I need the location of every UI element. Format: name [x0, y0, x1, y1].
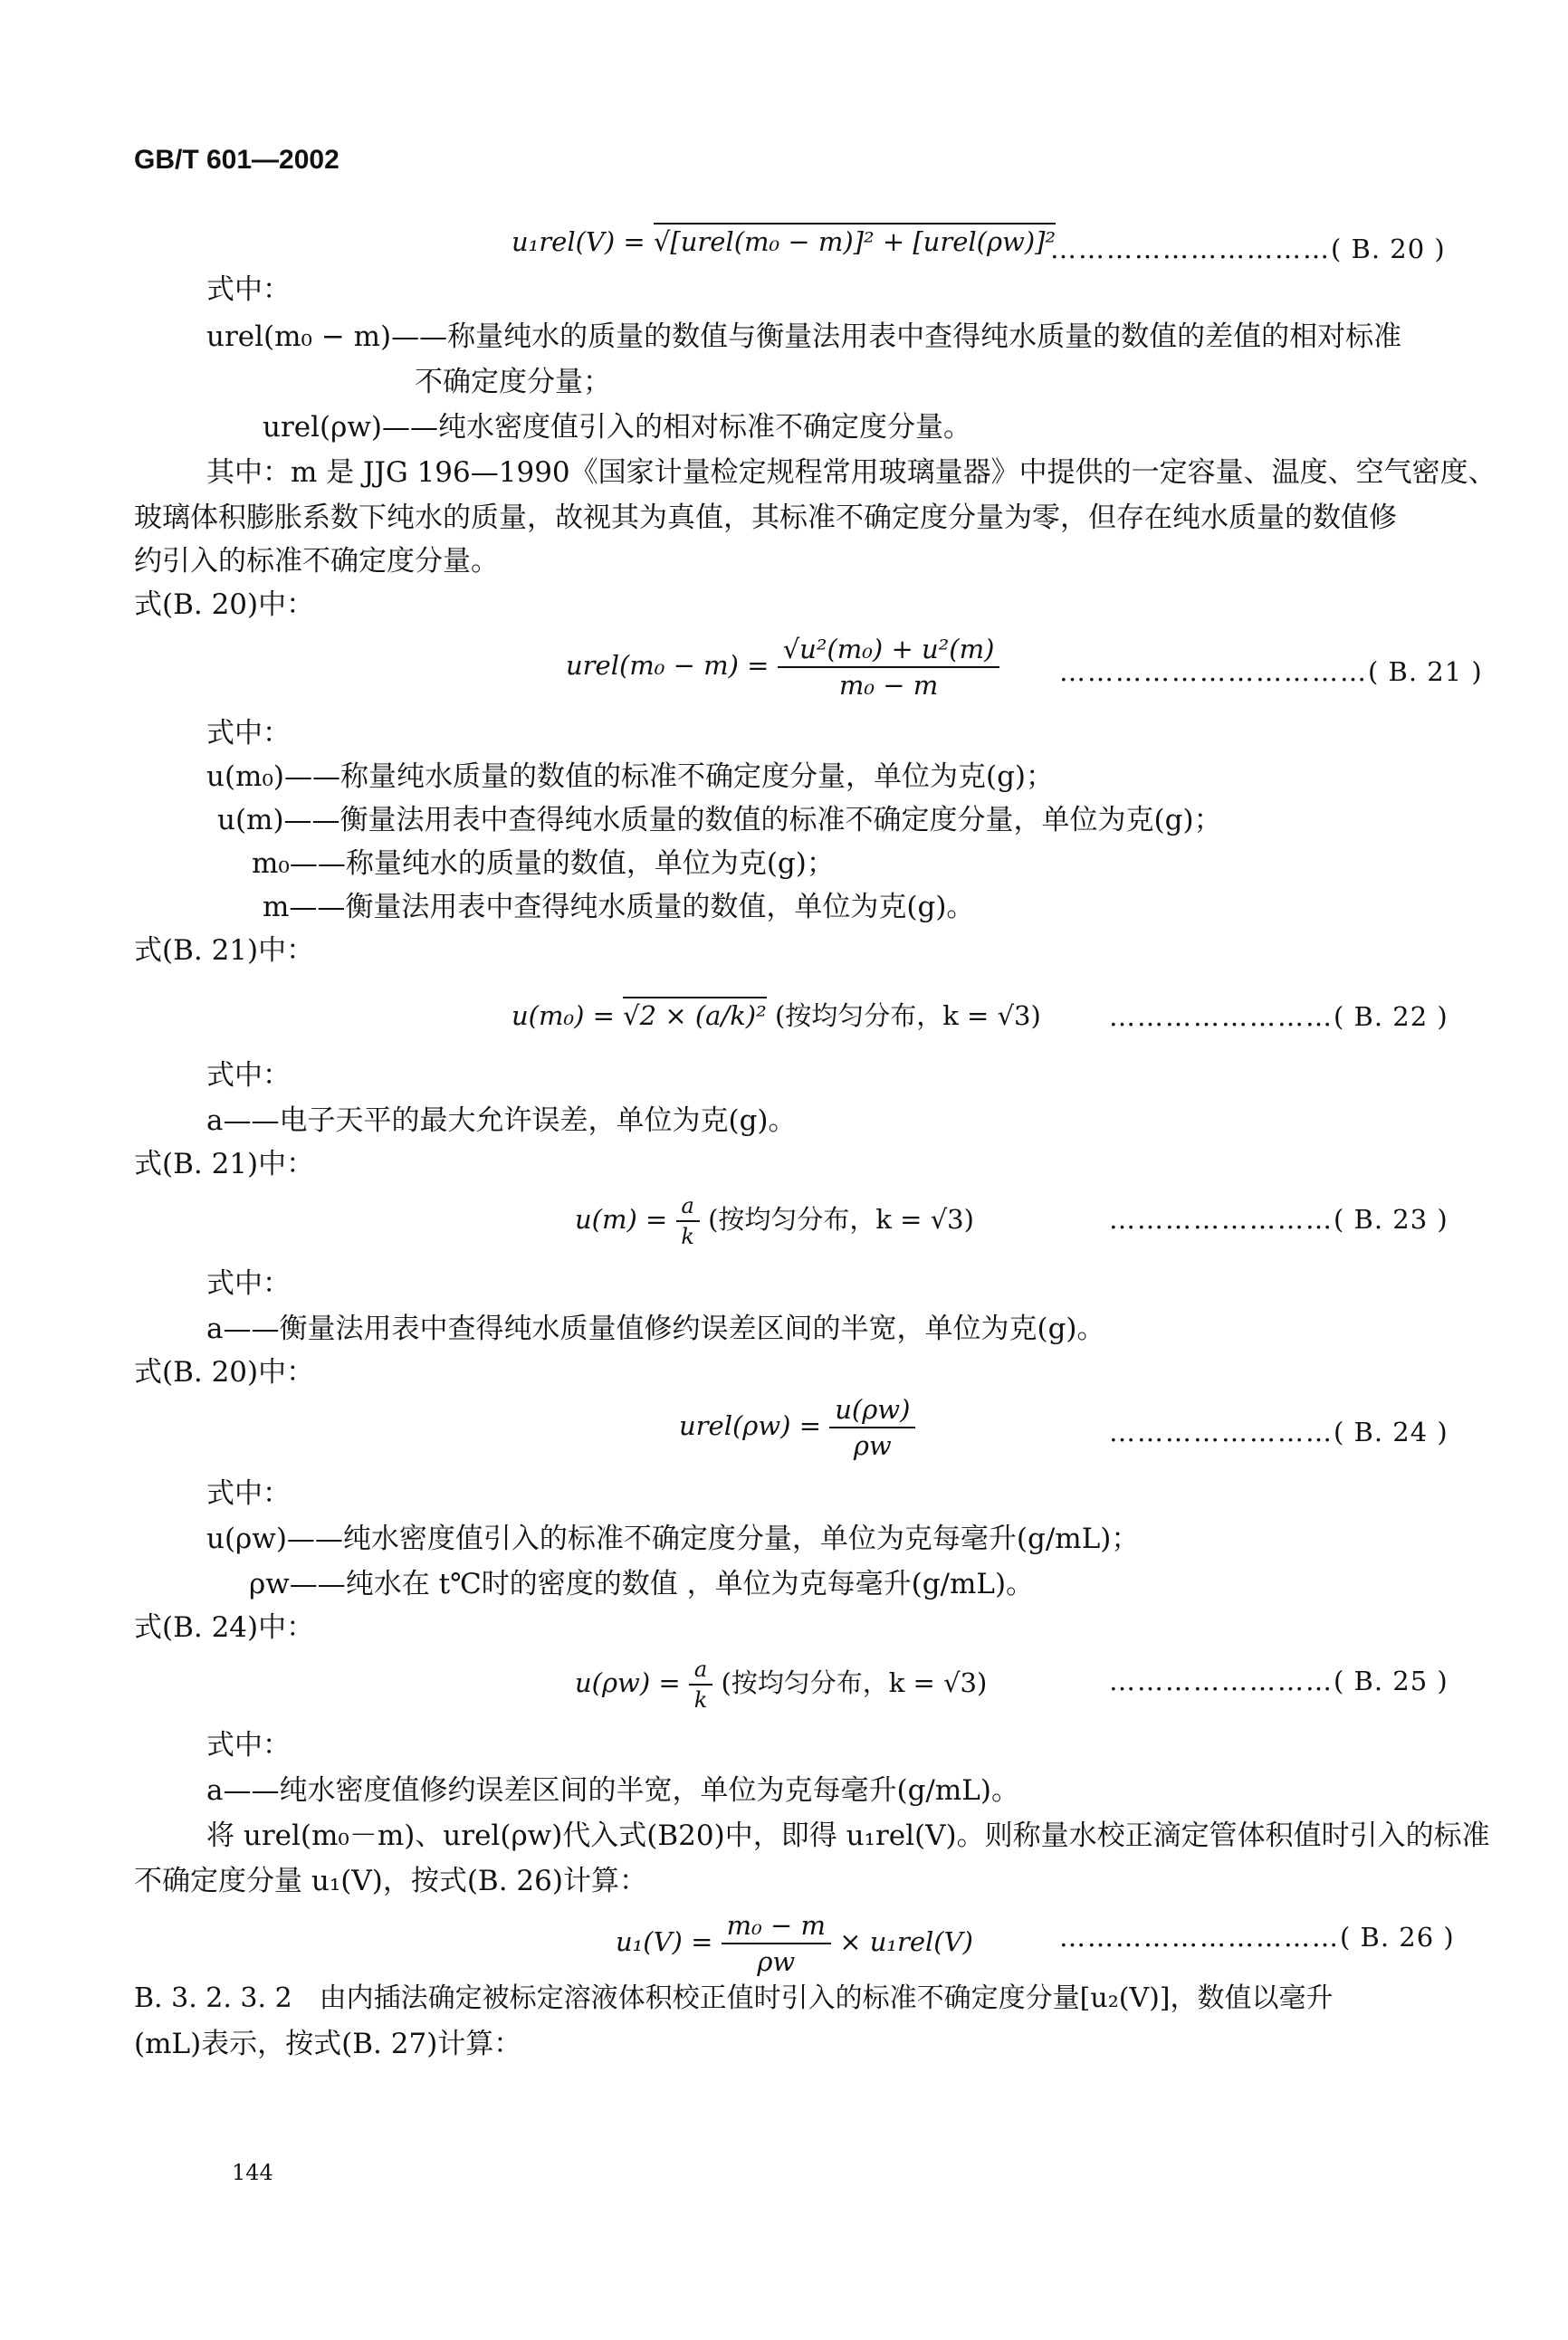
text-line: 式中：: [206, 1267, 291, 1300]
equation-b23: [575, 1193, 974, 1249]
equation-b22: [512, 996, 1041, 1033]
text-line: 将 urel(m₀－m)、urel(ρw)代入式(B20)中，即得 u₁rel(V)。则称量水校正滴定管体积值时引入的标准: [206, 1819, 1490, 1852]
text-line: a——电子天平的最大允许误差，单位为克(g)。: [206, 1104, 797, 1137]
equation-b24: [679, 1394, 915, 1461]
equation-b26-rhs: × u₁rel(V): [839, 1926, 973, 1957]
equation-b25-note: (按均匀分布，k = √3): [721, 1667, 988, 1698]
equation-b25-numerator: a: [689, 1657, 712, 1686]
equation-b25-denominator: k: [693, 1687, 708, 1713]
text-line: m₀——称量纯水的质量的数值，单位为克(g)；: [252, 847, 835, 880]
equation-b23-number: ……………………( B. 23 ): [1109, 1204, 1448, 1235]
text-line: 式中：: [206, 717, 291, 750]
equation-b25-number: ……………………( B. 25 ): [1109, 1666, 1448, 1696]
text-line: 玻璃体积膨胀系数下纯水的质量，故视其为真值，其标准不确定度分量为零，但存在纯水质量的数值修: [134, 501, 1397, 534]
equation-b21: [566, 634, 999, 701]
page-number: 144: [232, 2160, 273, 2185]
text-line: u(m₀)——称量纯水质量的数值的标准不确定度分量，单位为克(g)；: [206, 760, 1055, 793]
equation-b26-numerator: m₀ − m: [722, 1910, 831, 1944]
text-line: 式(B. 21)中：: [134, 934, 315, 967]
equation-b24-lhs: urel(ρw) =: [679, 1410, 821, 1441]
equation-b20-rhs: √[urel(m₀ − m)]² + [urel(ρw)]²: [654, 223, 1056, 257]
equation-b20: [512, 226, 1056, 257]
equation-b25-lhs: u(ρw) =: [575, 1667, 681, 1698]
equation-b26: [616, 1910, 973, 1977]
text-line: 式(B. 20)中：: [134, 588, 315, 621]
equation-b21-fraction: [778, 634, 1000, 701]
text-line: urel(ρw)——纯水密度值引入的相对标准不确定度分量。: [263, 411, 971, 444]
equation-b20-lhs: u₁rel(V) =: [512, 226, 645, 257]
text-line: 不确定度分量 u₁(V)，按式(B. 26)计算：: [134, 1865, 647, 1897]
equation-b22-note: (按均匀分布，k = √3): [774, 1000, 1041, 1031]
text-line: m——衡量法用表中查得纯水质量的数值，单位为克(g)。: [263, 891, 975, 923]
equation-b26-lhs: u₁(V) =: [616, 1926, 713, 1957]
equation-b23-numerator: a: [676, 1193, 700, 1222]
equation-b20-number: …………………………( B. 20 ): [1050, 234, 1446, 264]
text-line: 式中：: [206, 1729, 291, 1762]
text-line: 式(B. 20)中：: [134, 1356, 315, 1389]
section-heading: B. 3. 2. 3. 2 由内插法确定被标定溶液体积校正值时引入的标准不确定度分量[u₂(V)]，数值以毫升: [134, 1982, 1334, 2014]
equation-b21-number: ……………………………( B. 21 ): [1059, 656, 1483, 687]
equation-b23-fraction: [676, 1193, 700, 1249]
equation-b23-lhs: u(m) =: [575, 1204, 668, 1235]
equation-b24-numerator: u(ρw): [829, 1394, 915, 1428]
equation-b24-denominator: ρw: [853, 1430, 892, 1461]
equation-b25-fraction: [689, 1657, 712, 1713]
text-line: ρw——纯水在 t℃时的密度的数值 ，单位为克每毫升(g/mL)。: [249, 1568, 1035, 1600]
equation-b26-denominator: ρw: [757, 1946, 796, 1977]
equation-b23-denominator: k: [681, 1224, 694, 1249]
equation-b23-note: (按均匀分布，k = √3): [708, 1204, 974, 1235]
text-line: a——纯水密度值修约误差区间的半宽，单位为克每毫升(g/mL)。: [206, 1774, 1019, 1807]
equation-b21-numerator: √u²(m₀) + u²(m): [778, 634, 1000, 668]
equation-b22-rhs: √2 × (a/k)²: [623, 997, 767, 1031]
equation-b24-fraction: [829, 1394, 915, 1461]
text-line: u(m)——衡量法用表中查得纯水质量的数值的标准不确定度分量，单位为克(g)；: [217, 804, 1222, 836]
text-line: 式中：: [206, 1477, 291, 1510]
text-line: 不确定度分量；: [415, 366, 611, 398]
text-line: 式(B. 24)中：: [134, 1611, 315, 1644]
text-line: urel(m₀ − m)——称量纯水的质量的数值与衡量法用表中查得纯水质量的数值的差值的相对标准: [206, 320, 1402, 353]
text-line: a——衡量法用表中查得纯水质量值修约误差区间的半宽，单位为克(g)。: [206, 1313, 1105, 1345]
equation-b25: [575, 1657, 987, 1713]
text-line: u(ρw)——纯水密度值引入的标准不确定度分量，单位为克每毫升(g/mL)；: [206, 1523, 1140, 1555]
equation-b22-number: ……………………( B. 22 ): [1109, 1001, 1448, 1032]
equation-b21-lhs: urel(m₀ − m) =: [566, 650, 770, 681]
equation-b24-number: ……………………( B. 24 ): [1109, 1417, 1448, 1447]
equation-b26-number: …………………………( B. 26 ): [1059, 1922, 1455, 1953]
text-line: 式中：: [206, 273, 291, 306]
equation-b22-lhs: u(m₀) =: [512, 1000, 615, 1031]
text-line: 式中：: [206, 1059, 291, 1092]
document-header: GB/T 601—2002: [134, 145, 339, 175]
equation-b26-fraction: [722, 1910, 831, 1977]
equation-b21-denominator: m₀ − m: [838, 670, 939, 701]
text-line: (mL)表示，按式(B. 27)计算：: [134, 2028, 522, 2060]
text-line: 约引入的标准不确定度分量。: [134, 545, 499, 578]
text-line: 其中：m 是 JJG 196—1990《国家计量检定规程常用玻璃量器》中提供的一定容量、温度、空气密度、: [206, 456, 1496, 489]
text-line: 式(B. 21)中：: [134, 1148, 315, 1180]
